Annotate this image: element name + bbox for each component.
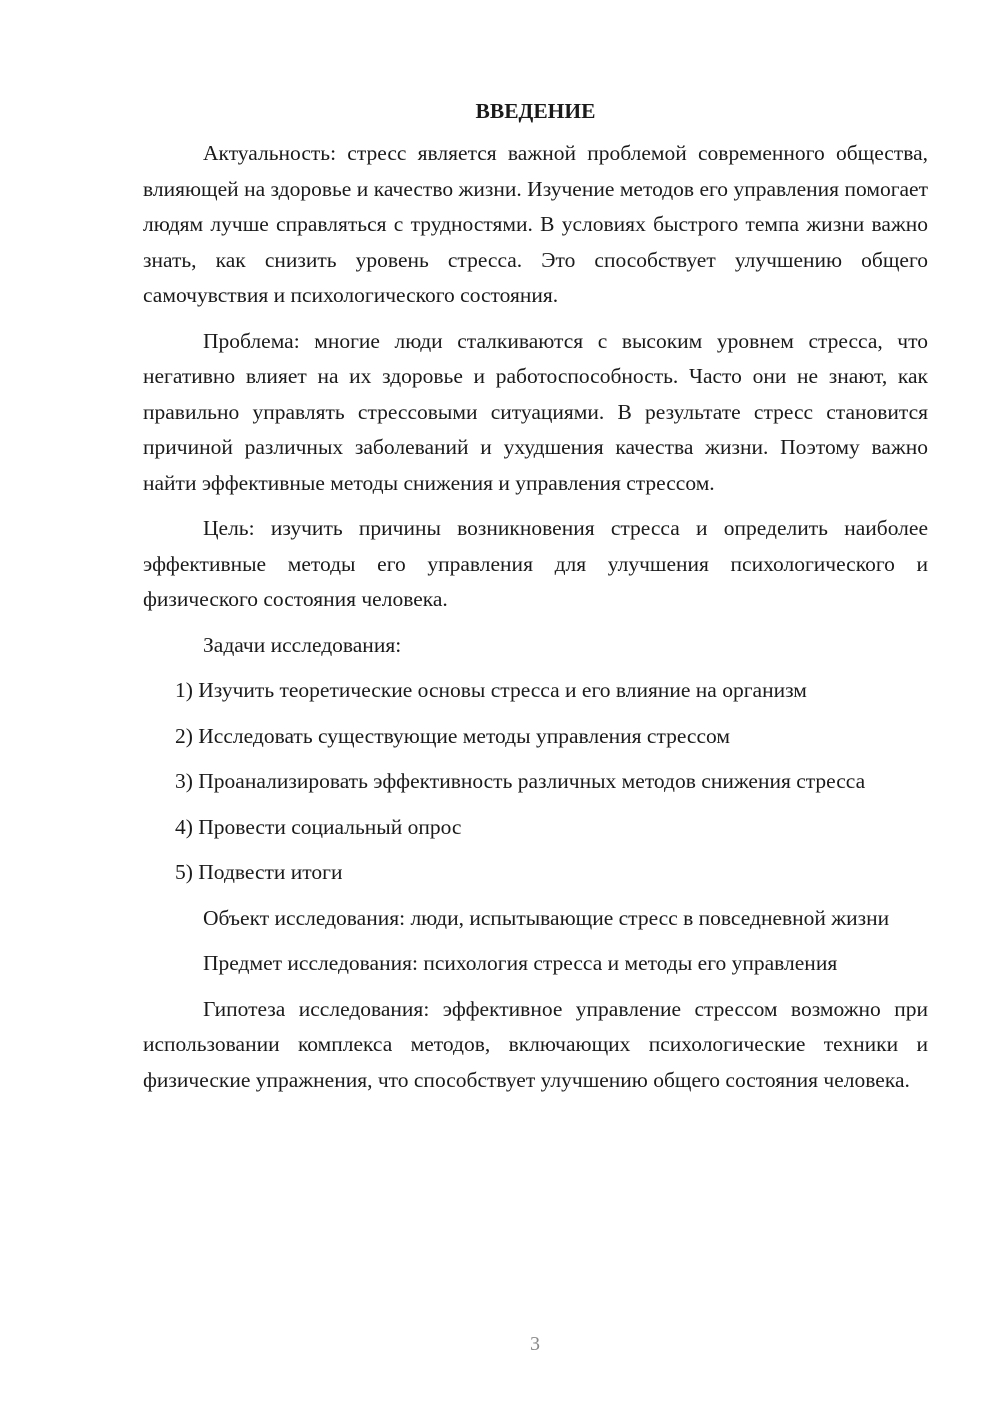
paragraph-subject: Предмет исследования: психология стресса и методы его управления — [203, 951, 838, 975]
section-title: ВВЕДЕНИЕ — [475, 99, 596, 123]
task-item-2: 2) Исследовать существующие методы управления стрессом — [175, 723, 730, 748]
paragraph-goal: Цель: изучить причины возникновения стресса и определить наиболее эффективные методы его управления для улучшения психологического и физического состояния человека. — [143, 516, 928, 611]
task-item-5: 5) Подвести итоги — [175, 860, 343, 884]
paragraph-problem: Проблема: многие люди сталкиваются с высоким уровнем стресса, что негативно влияет на их здоровье и работоспособность. Часто они не знают, как правильно управлять стрессовыми ситуациями. В результате стресс становится причиной различных заболеваний и ухудшения качества жизни. Поэтому важно найти эффективные методы снижения и управления стрессом. — [143, 328, 928, 495]
paragraph-object: Объект исследования: люди, испытывающие стресс в повседневной жизни — [203, 905, 890, 930]
page-number: 3 — [530, 1333, 540, 1355]
task-item-3: 3) Проанализировать эффективность различных методов снижения стресса — [175, 769, 866, 793]
paragraph-hypothesis: Гипотеза исследования: эффективное управление стрессом возможно при использовании комплекса методов, включающих психологические техники и физические упражнения, что способствует улучшению общего состояния человека. — [143, 996, 928, 1092]
paragraph-tasks-heading: Задачи исследования: — [203, 632, 402, 657]
paragraph-relevance: Актуальность: стресс является важной проблемой современного общества, влияющей на здоровье и качество жизни. Изучение методов его управления помогает людям лучше справляться с трудностями. В условиях быстрого темпа жизни важно знать, как снизить уровень стресса. Это способствует улучшению общего самочувствия и психологического состояния. — [143, 141, 928, 307]
page-content — [143, 96, 928, 1108]
task-item-1: 1) Изучить теоретические основы стресса и его влияние на организм — [175, 678, 807, 702]
task-item-4: 4) Провести социальный опрос — [175, 814, 462, 839]
